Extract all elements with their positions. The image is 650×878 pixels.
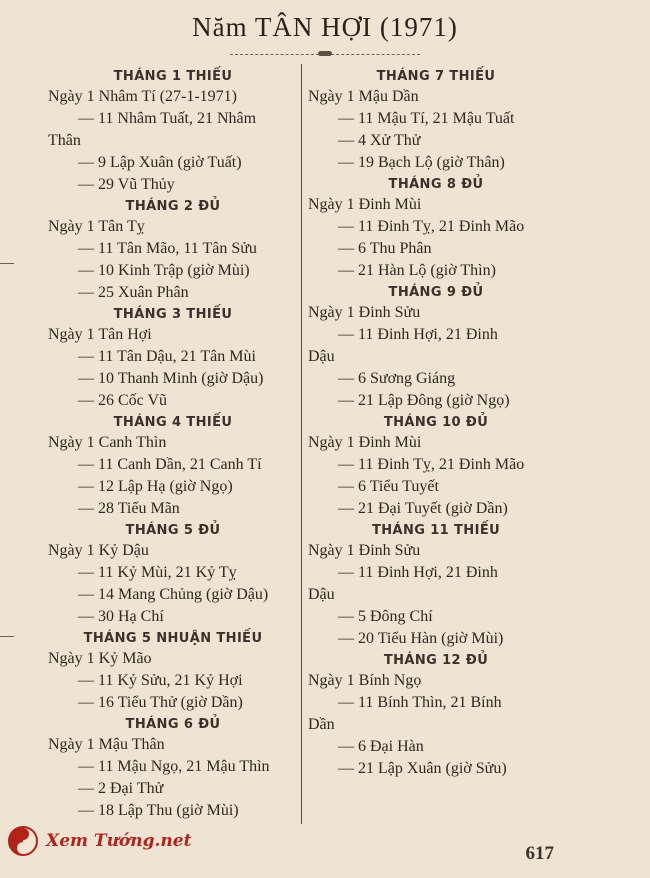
month-block — [48, 198, 298, 304]
calendar-line: Ngày 1 Kỷ Dậu — [48, 542, 149, 559]
calendar-entry: — 26 Cốc Vũ — [78, 392, 168, 409]
calendar-line: Dần — [308, 716, 335, 733]
calendar-entry: — 11 Mậu Tí, 21 Mậu Tuất — [338, 110, 515, 127]
calendar-entry: — 29 Vũ Thủy — [78, 176, 175, 193]
calendar-line: Ngày 1 Đinh Sửu — [308, 304, 421, 321]
calendar-entry: — 5 Đông Chí — [338, 608, 433, 625]
month-block — [308, 652, 564, 780]
page-title: Năm TÂN HỢI (1971) — [192, 12, 458, 42]
calendar-entry: — 11 Tân Dậu, 21 Tân Mùi — [78, 348, 256, 365]
calendar-entry: — 9 Lập Xuân (giờ Tuất) — [78, 154, 242, 171]
calendar-line: Ngày 1 Đinh Mùi — [308, 434, 422, 451]
month-block — [48, 716, 298, 822]
calendar-entry: — 10 Kinh Trập (giờ Mùi) — [78, 262, 250, 279]
month-block — [308, 284, 564, 412]
page-number: 617 — [525, 843, 554, 864]
margin-mark — [0, 636, 14, 637]
month-heading: THÁNG 1 THIẾU — [113, 69, 233, 84]
calendar-entry: — 11 Canh Dần, 21 Canh Tí — [78, 456, 262, 473]
calendar-entry: — 18 Lập Thu (giờ Mùi) — [78, 802, 239, 819]
calendar-entry: — 28 Tiểu Mãn — [78, 500, 180, 517]
month-block — [308, 68, 564, 174]
calendar-line: Ngày 1 Bính Ngọ — [308, 672, 422, 689]
month-heading: THÁNG 11 THIẾU — [371, 523, 501, 538]
calendar-line: Ngày 1 Đinh Mùi — [308, 196, 422, 213]
calendar-entry: — 11 Đinh Hợi, 21 Đinh — [338, 564, 498, 581]
month-block — [308, 522, 564, 650]
calendar-line: Ngày 1 Mậu Thân — [48, 736, 165, 753]
calendar-line: Dậu — [308, 348, 335, 365]
month-block — [48, 630, 298, 714]
month-heading: THÁNG 2 ĐỦ — [125, 199, 221, 214]
month-block — [308, 414, 564, 520]
calendar-line: Dậu — [308, 586, 335, 603]
month-block — [48, 68, 298, 196]
calendar-entry: — 21 Hàn Lộ (giờ Thìn) — [338, 262, 496, 279]
month-block — [48, 522, 298, 628]
calendar-entry: — 12 Lập Hạ (giờ Ngọ) — [78, 478, 233, 495]
right-column — [308, 66, 564, 780]
calendar-entry: — 30 Hạ Chí — [78, 608, 164, 625]
calendar-entry: — 6 Tiểu Tuyết — [338, 478, 439, 495]
calendar-entry: — 11 Đinh Tỵ, 21 Đinh Mão — [338, 456, 525, 473]
month-heading: THÁNG 6 ĐỦ — [125, 717, 221, 732]
month-heading: THÁNG 5 ĐỦ — [125, 523, 221, 538]
calendar-line: Ngày 1 Đinh Sửu — [308, 542, 421, 559]
calendar-entry: — 21 Đại Tuyết (giờ Dần) — [338, 500, 508, 517]
month-heading: THÁNG 12 ĐỦ — [383, 653, 489, 668]
month-heading: THÁNG 4 THIẾU — [113, 415, 233, 430]
calendar-line: Ngày 1 Mậu Dần — [308, 88, 419, 105]
calendar-entry: — 11 Kỷ Mùi, 21 Kỷ Tỵ — [78, 564, 237, 581]
calendar-line: Ngày 1 Nhâm Tí (27-1-1971) — [48, 88, 237, 105]
calendar-entry: — 10 Thanh Minh (giờ Dậu) — [78, 370, 264, 387]
watermark[interactable] — [8, 826, 191, 856]
calendar-line: Ngày 1 Tân Tỵ — [48, 218, 145, 235]
column-divider — [301, 64, 302, 824]
calendar-line: Ngày 1 Kỷ Mão — [48, 650, 152, 667]
calendar-entry: — 11 Bính Thìn, 21 Bính — [338, 694, 502, 711]
month-heading: THÁNG 7 THIẾU — [376, 69, 496, 84]
calendar-line: Ngày 1 Canh Thìn — [48, 434, 167, 451]
month-heading: THÁNG 10 ĐỦ — [383, 415, 489, 430]
month-heading: THÁNG 8 ĐỦ — [388, 177, 484, 192]
calendar-entry: — 16 Tiểu Thử (giờ Dần) — [78, 694, 243, 711]
calendar-entry: — 11 Nhâm Tuất, 21 Nhâm — [78, 110, 257, 127]
calendar-entry: — 11 Kỷ Sửu, 21 Kỷ Hợi — [78, 672, 243, 689]
month-block — [308, 176, 564, 282]
calendar-line: Ngày 1 Tân Hợi — [48, 326, 152, 343]
calendar-entry: — 20 Tiểu Hàn (giờ Mùi) — [338, 630, 504, 647]
month-block — [48, 306, 298, 412]
month-heading: THÁNG 9 ĐỦ — [388, 285, 484, 300]
month-heading: THÁNG 3 THIẾU — [113, 307, 233, 322]
calendar-entry: — 25 Xuân Phân — [78, 284, 189, 301]
calendar-entry: — 6 Thu Phân — [338, 240, 432, 257]
month-heading: THÁNG 5 NHUẬN THIẾU — [83, 631, 263, 646]
left-column — [48, 66, 298, 822]
calendar-entry: — 6 Sương Giáng — [338, 370, 456, 387]
title-ornament — [318, 51, 332, 56]
month-block — [48, 414, 298, 520]
calendar-entry: — 11 Đinh Tỵ, 21 Đinh Mão — [338, 218, 525, 235]
calendar-entry: — 11 Đinh Hợi, 21 Đinh — [338, 326, 498, 343]
calendar-entry: — 11 Mậu Ngọ, 21 Mậu Thìn — [78, 758, 270, 775]
calendar-entry: — 19 Bạch Lộ (giờ Thân) — [338, 154, 505, 171]
calendar-entry: — 21 Lập Xuân (giờ Sửu) — [338, 760, 507, 777]
margin-mark — [0, 263, 14, 264]
calendar-entry: — 14 Mang Chủng (giờ Dậu) — [78, 586, 269, 603]
calendar-entry: — 2 Đại Thử — [78, 780, 164, 797]
calendar-entry: — 4 Xử Thử — [338, 132, 421, 149]
calendar-entry: — 6 Đại Hàn — [338, 738, 424, 755]
watermark-text: Xem Tướng.net — [46, 831, 192, 851]
calendar-entry: — 21 Lập Đông (giờ Ngọ) — [338, 392, 510, 409]
yin-yang-icon — [8, 826, 38, 856]
calendar-line: Thân — [48, 132, 81, 149]
calendar-entry: — 11 Tân Mão, 11 Tân Sửu — [78, 240, 257, 257]
